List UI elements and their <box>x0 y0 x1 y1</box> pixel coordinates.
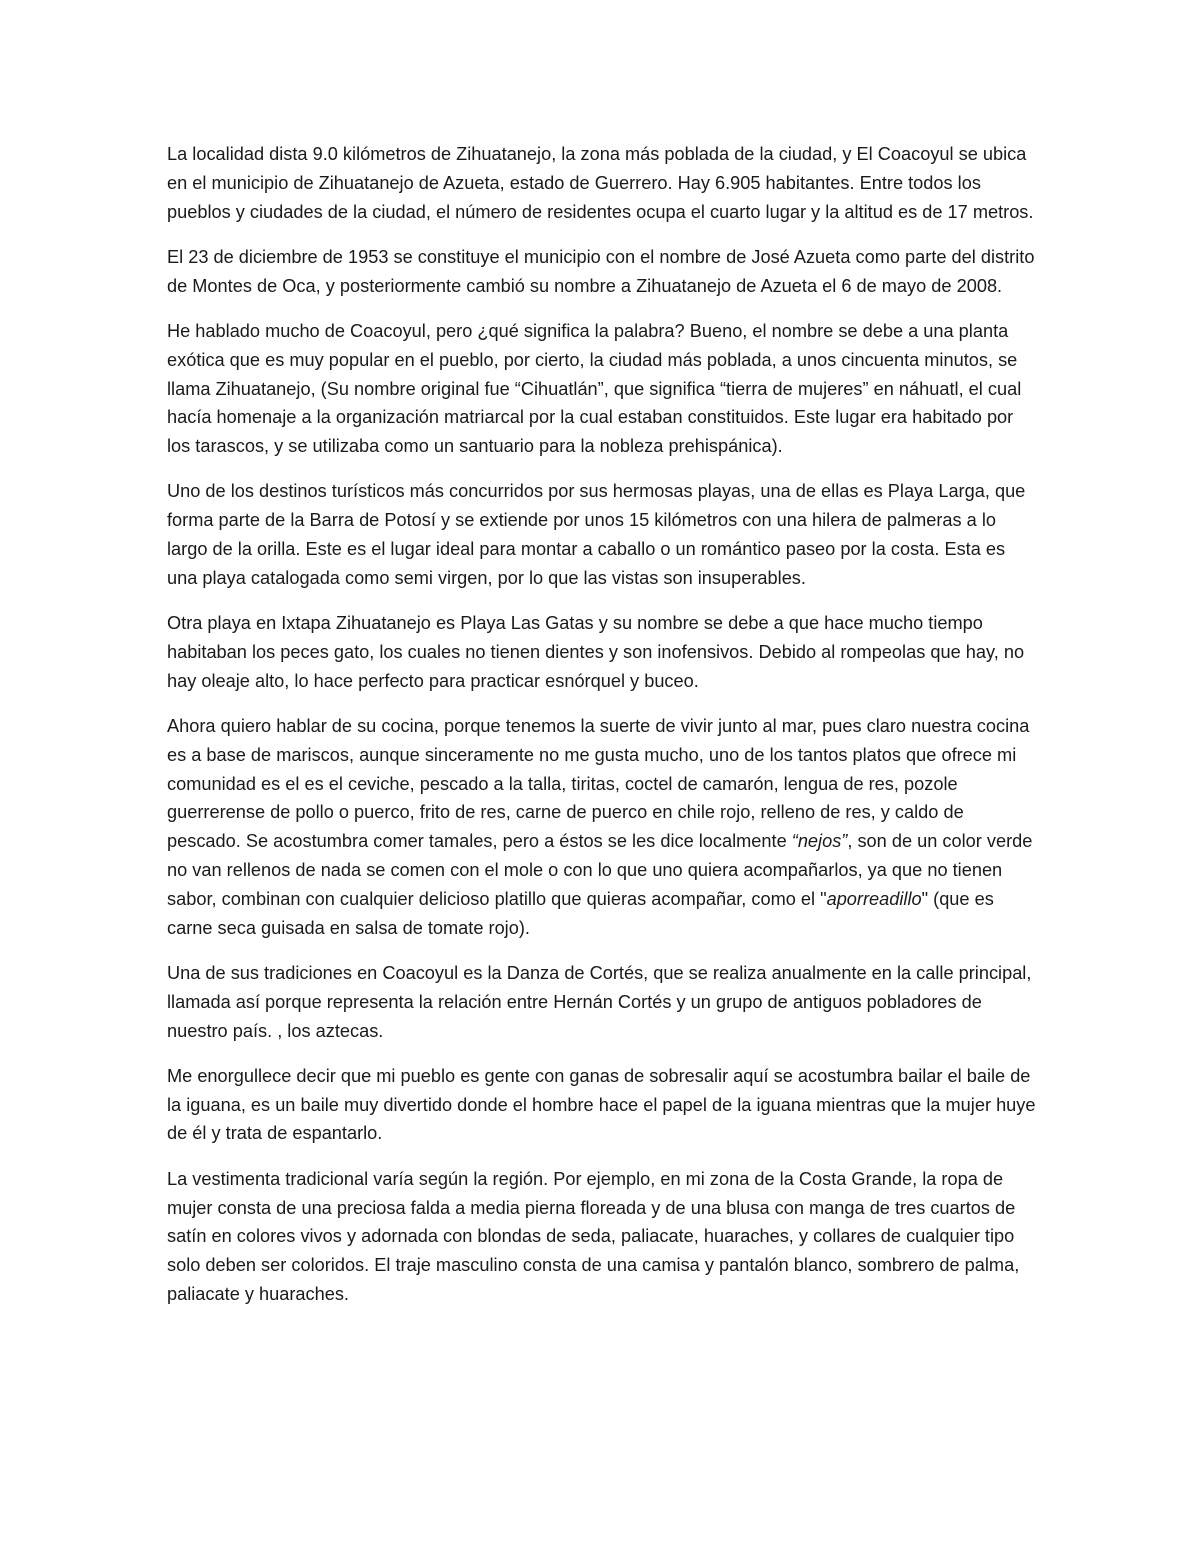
paragraph-name-meaning <box>167 317 1037 461</box>
paragraph-playa-las-gatas <box>167 609 1037 695</box>
paragraph-text: Una de sus tradiciones en Coacoyul es la Danza de Cortés, que se realiza anualmente en la calle principal, llamada así porque representa la relación entre Hernán Cortés y un grupo de antiguos pobladores de nuestro país. , los aztecas. <box>167 962 1032 1041</box>
paragraph-text: Otra playa en Ixtapa Zihuatanejo es Playa Las Gatas y su nombre se debe a que hace mucho tiempo habitaban los peces gato, los cuales no tienen dientes y son inofensivos. Debido al rompeolas que hay, no hay oleaje alto, lo hace perfecto para practicar esnórquel y buceo. <box>167 613 1025 691</box>
paragraph-danza-cortes <box>167 959 1037 1045</box>
paragraph-vestimenta <box>167 1165 1037 1309</box>
paragraph-baile-iguana <box>167 1062 1037 1148</box>
paragraph-history <box>167 243 1037 301</box>
paragraph-playa-larga <box>167 477 1037 592</box>
paragraph-text: El 23 de diciembre de 1953 se constituye el municipio con el nombre de José Azueta como parte del distrito de Montes de Oca, y posteriormente cambió su nombre a Zihuatanejo de Azueta el 6 de mayo de 2008. <box>167 246 1035 296</box>
paragraph-text: , son de un color verde no van rellenos de nada se comen con el mole o con lo que uno quiera acompañarlos, ya que no tienen sabor, combinan con cualquier delicioso platillo que quieras acompañar, como el " <box>167 831 1033 909</box>
paragraph-text: Ahora quiero hablar de su cocina, porque tenemos la suerte de vivir junto al mar, pues claro nuestra cocina es a base de mariscos, aunque sinceramente no me gusta mucho, uno de los tantos platos que ofrece mi comunidad es el es el ceviche, pescado a la talla, tiritas, coctel de camarón, lengua de res, pozole guerrerense de pollo o puerco, frito de res, carne de puerco en chile rojo, relleno de res, y caldo de pescado. Se acostumbra comer tamales, pero a éstos se les dice localmente <box>167 716 1030 852</box>
paragraph-text: Uno de los destinos turísticos más concurridos por sus hermosas playas, una de ellas es Playa Larga, que forma parte de la Barra de Potosí y se extiende por unos 15 kilómetros con una hilera de palmeras a lo largo de la orilla. Este es el lugar ideal para montar a caballo o un romántico paseo por la costa. Esta es una playa catalogada como semi virgen, por lo que las vistas son insuperables. <box>167 481 1026 588</box>
italic-term-aporreadillo: aporreadillo <box>826 888 922 909</box>
paragraph-text: Me enorgullece decir que mi pueblo es gente con ganas de sobresalir aquí se acostumbra bailar el baile de la iguana, es un baile muy divertido donde el hombre hace el papel de la iguana mientras que la mujer huye de él y trata de espantarlo. <box>167 1065 1036 1144</box>
paragraph-text: " (que es carne seca guisada en salsa de tomate rojo). <box>167 888 994 938</box>
italic-term-nejos: “nejos” <box>791 831 848 852</box>
paragraph-cuisine <box>167 712 1037 942</box>
paragraph-text: La vestimenta tradicional varía según la región. Por ejemplo, en mi zona de la Costa Grande, la ropa de mujer consta de una preciosa falda a media pierna floreada y de una blusa con manga de tres cuartos de satín en colores vivos y adornada con blondas de seda, paliacate, huaraches, y collares de cualquier tipo solo deben ser coloridos. El traje masculino consta de una camisa y pantalón blanco, sombrero de palma, paliacate y huaraches. <box>167 1168 1020 1304</box>
paragraph-text: He hablado mucho de Coacoyul, pero ¿qué significa la palabra? Bueno, el nombre se debe a una planta exótica que es muy popular en el pueblo, por cierto, la ciudad más poblada, a unos cincuenta minutos, se llama Zihuatanejo, (Su nombre original fue “Cihuatlán”, que significa “tierra de mujeres” en náhuatl, el cual hacía homenaje a la organización matriarcal por la cual estaban constituidos. Este lugar era habitado por los tarascos, y se utilizaba como un santuario para la nobleza prehispánica). <box>167 320 1022 457</box>
paragraph-text: La localidad dista 9.0 kilómetros de Zihuatanejo, la zona más poblada de la ciudad, y El Coacoyul se ubica en el municipio de Zihuatanejo de Azueta, estado de Guerrero. Hay 6.905 habitantes. Entre todos los pueblos y ciudades de la ciudad, el número de residentes ocupa el cuarto lugar y la altitud es de 17 metros. <box>167 144 1034 222</box>
paragraph-location <box>167 140 1037 226</box>
document-body <box>167 140 1037 1325</box>
